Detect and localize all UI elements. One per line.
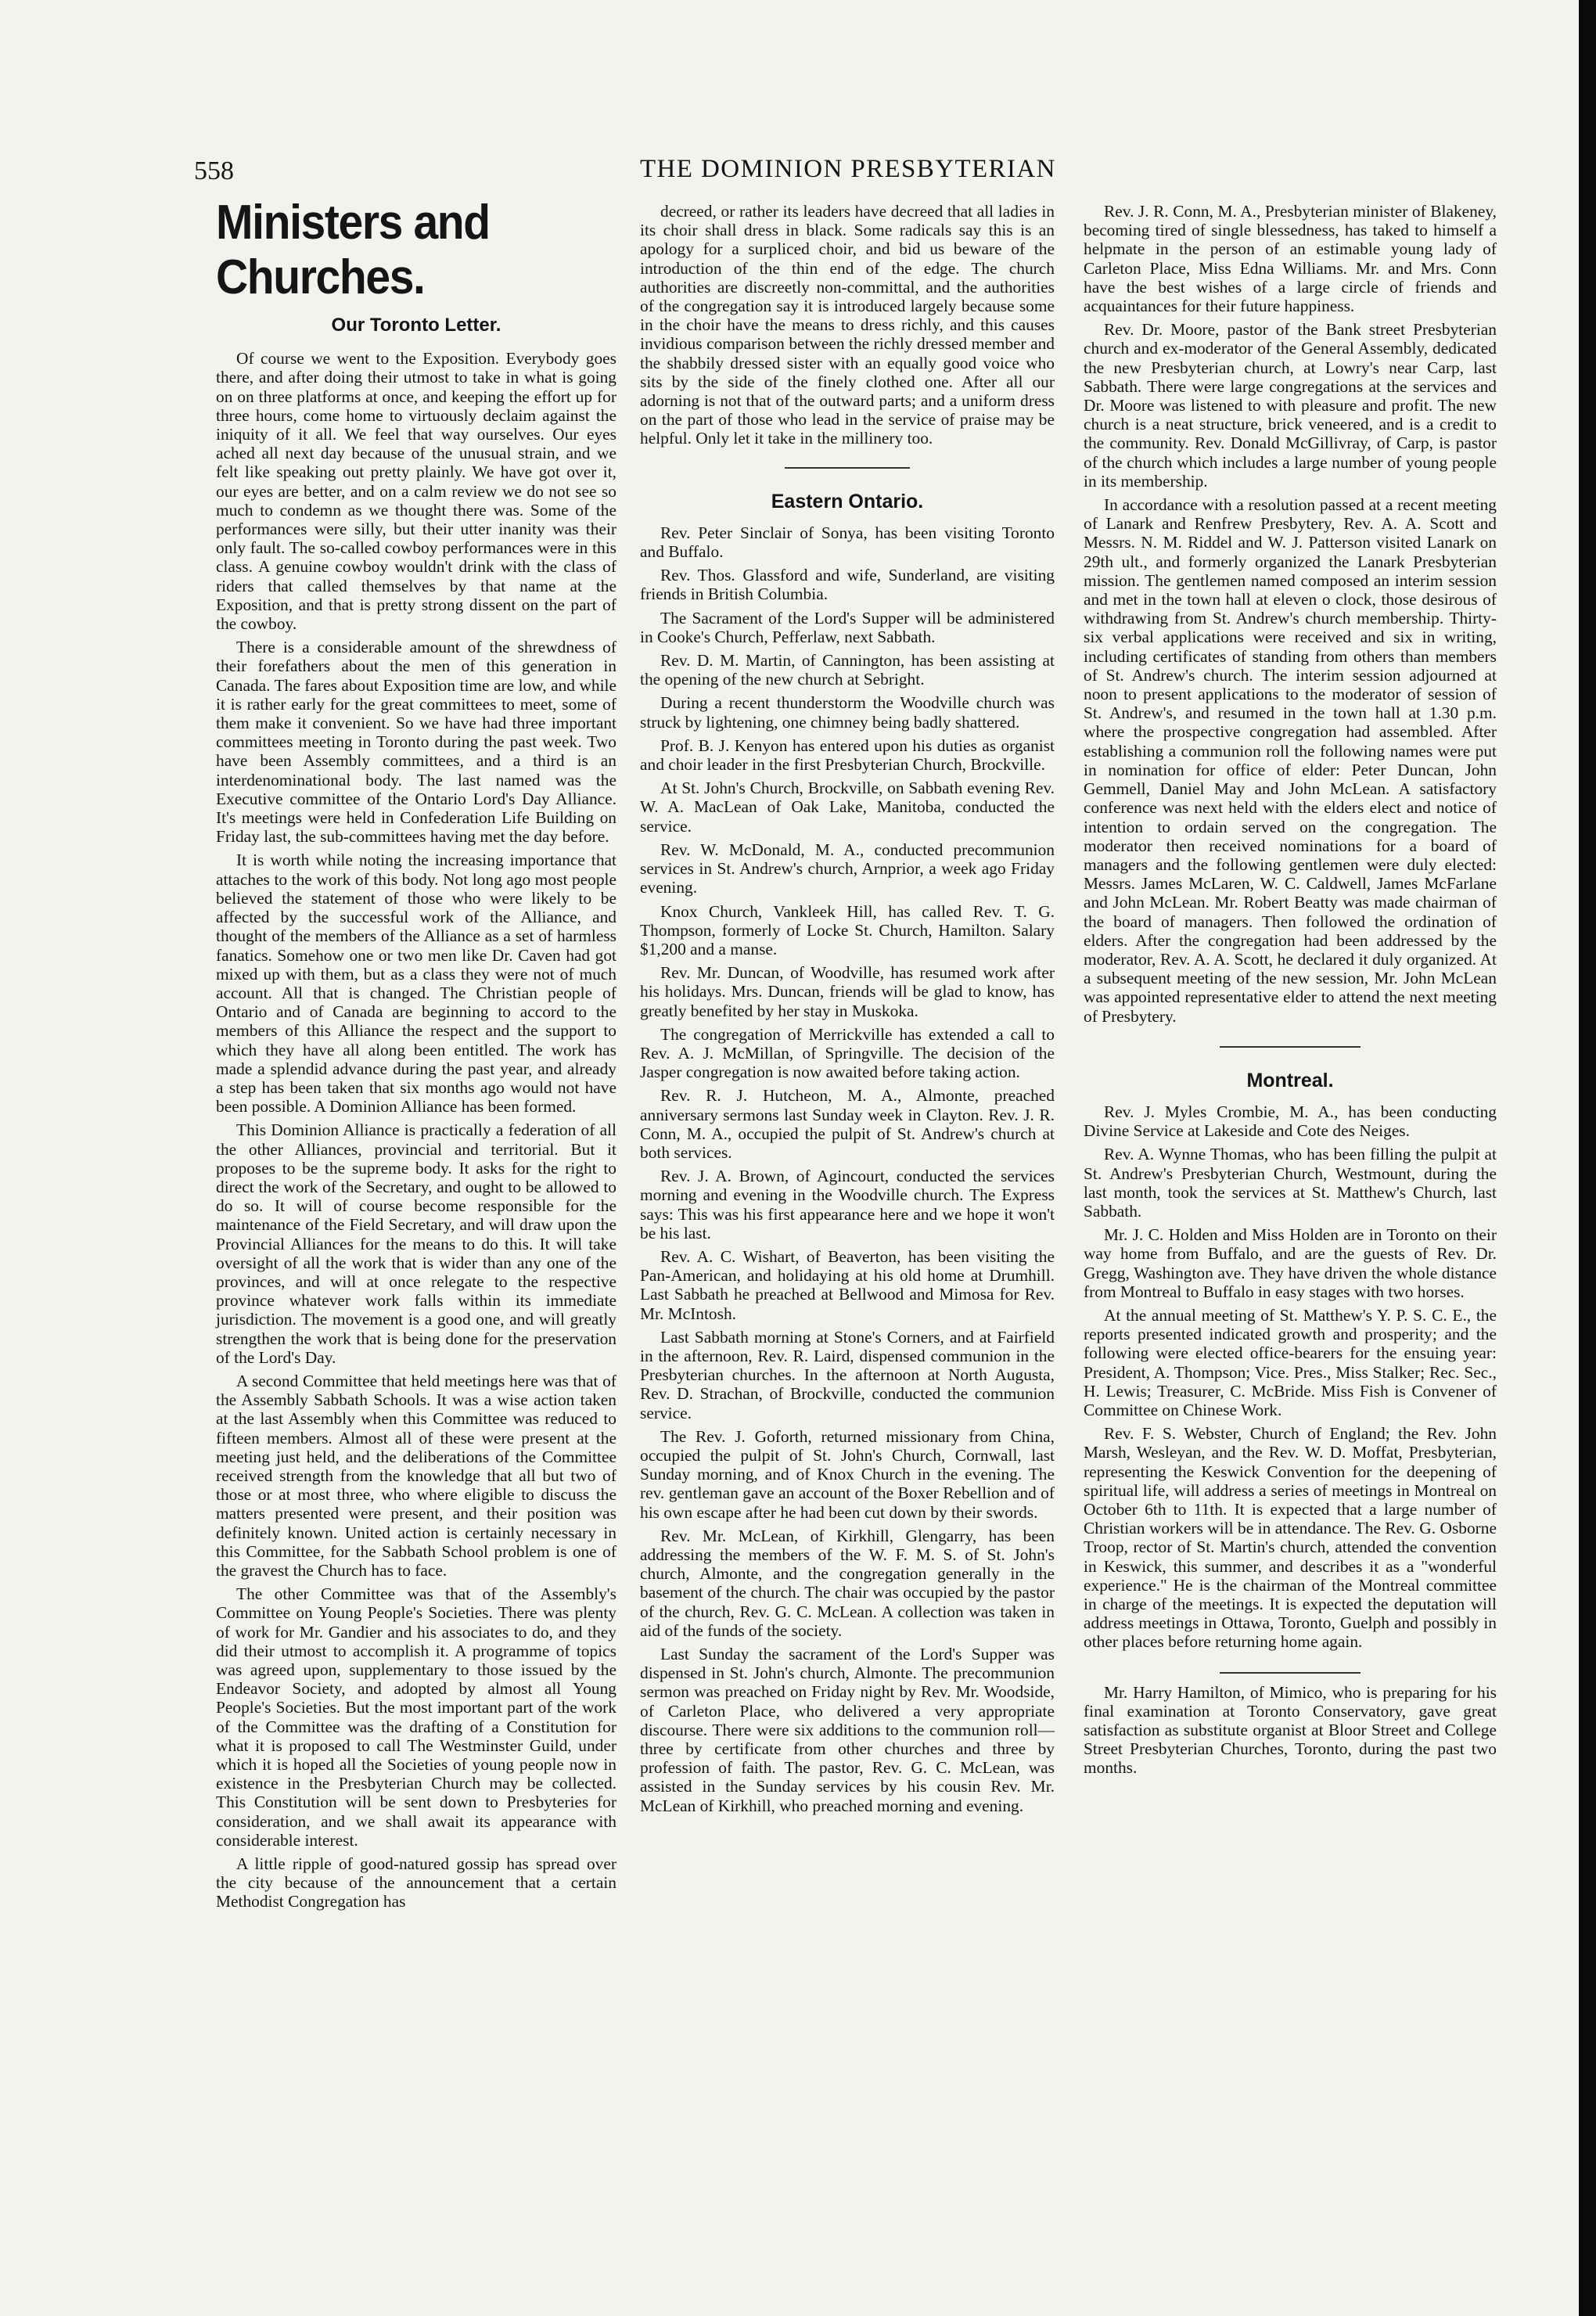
paragraph: It is worth while noting the increasing importance that attaches to the work of this body. Not long ago most people believed the statement of those who were likely to be affected by the successful work of the Alliance, and thought of the members of the Alliance as a set of harmless fanatics. Somehow one or two men like Dr. Caven had got mixed up with them, but as a class they were not of much account. All that is changed. The Christian people of Ontario and of Canada are beginning to accord to the members of this Alliance the respect and the support to which they have all along been entitled. The work has made a splendid advance during the past year, and already a step has been taken that six months ago would not have been possible. A Dominion Alliance has been formed. bbox=[216, 851, 616, 1117]
paragraph: This Dominion Alliance is practically a federation of all the other Alliances, provincial and territorial. But it proposes to be the supreme body. It asks for the right to direct the work of the Secretary, and ought to be allowed to do so. It will of course become responsible for the maintenance of the Field Secretary, and will draw upon the Provincial Alliances for the means to do this. It will take oversight of all the work that is wider than any one of the provinces, and will at once relegate to the respective province whatever work falls within its immediate jurisdiction. The movement is a good one, and will greatly strengthen the work that is being done for the preservation of the Lord's Day. bbox=[216, 1120, 616, 1367]
column-2 bbox=[640, 202, 1055, 1820]
paragraph: decreed, or rather its leaders have decreed that all ladies in its choir shall dress in black. Some radicals say this is an apology for a surpliced choir, and bid us beware of the introduction of the thin end of the edge. The church authorities are discreetly non-committal, and the authorities of the congregation say it is introduced largely because some in the choir have the means to dress richly, and this causes invidious comparison between the richly dressed member and the shabbily dressed sister with an equally good voice who sits by the side of the finely clothed one. After all our adorning is not that of the outward parts; and a uniform dress on the part of those who lead in the service of praise may be helpful. Only let it take in the millinery too. bbox=[640, 202, 1055, 448]
eastern-ontario-heading: Eastern Ontario. bbox=[771, 490, 924, 512]
paragraph: A little ripple of good-natured gossip has spread over the city because of the announcement that a certain Methodist Congregation has bbox=[216, 1854, 616, 1911]
paragraph: Rev. F. S. Webster, Church of England; the Rev. John Marsh, Wesleyan, and the Rev. W. D. Moffat, Presbyterian, representing the Keswick Convention for the deepening of spiritual life, will address a series of meetings in Montreal on October 6th to 11th. It is expected that a large number of Christian workers will be in attendance. The Rev. G. Osborne Troop, rector of St. Martin's church, attended the convention in Keswick, this summer, and describes it as a "wonderful experience." He is the chairman of the Montreal committee in charge of the meetings. It is expected the deputation will address meetings in Ottawa, Toronto, Guelph and possibly in other places before returning home again. bbox=[1084, 1424, 1497, 1652]
paragraph: Of course we went to the Exposition. Everybody goes there, and after doing their utmost to take in what is going on on three platforms at once, and keeping the effort up for three hours, come home to virtuously declaim against the iniquity of it all. We feel that way ourselves. Our eyes ached all next day because of the unusual strain, and we felt like speaking out pretty plainly. We have got over it, our eyes are better, and on a calm review we do not see so much to condemn as we thought there was. Some of the performances were silly, but their utter inanity was their only fault. The so-called cowboy performances were in this class. A genuine cowboy wouldn't drink with the class of riders that called themselves by that name at the Exposition, and that is pretty strong dissent on the part of the cowboy. bbox=[216, 349, 616, 634]
section-divider bbox=[1220, 1046, 1361, 1048]
toronto-letter-heading: Our Toronto Letter. bbox=[331, 315, 501, 336]
paragraph: Rev. Mr. Duncan, of Woodville, has resumed work after his holidays. Mrs. Duncan, friends will be glad to know, has greatly benefited by her stay in Muskoka. bbox=[640, 963, 1055, 1020]
eastern-ontario-items bbox=[640, 523, 1055, 1815]
paragraph: Rev. Dr. Moore, pastor of the Bank street Presbyterian church and ex-moderator of the General Assembly, dedicated the new Presbyterian church, at Lowry's near Carp, last Sabbath. There were large congregations at the services and Dr. Moore was listened to with pleasure and profit. The new church is a neat structure, brick veneered, and is a credit to the community. Rev. Donald McGillivray, of Carp, is pastor of the church which includes a large number of young people in its membership. bbox=[1084, 320, 1497, 491]
montreal-items bbox=[1084, 1102, 1497, 1652]
paragraph: At the annual meeting of St. Matthew's Y. P. S. C. E., the reports presented indicated growth and prosperity; and the following were elected office-bearers for the ensuing year: President, A. Thompson; Vice. Pres., Miss Stalker; Rec. Sec., H. Lewis; Treasurer, C. McBride. Miss Fish is Convener of Committee on Chinese Work. bbox=[1084, 1305, 1497, 1419]
paragraph: The Rev. J. Goforth, returned missionary from China, occupied the pulpit of St. John's Church, Cornwall, last Sunday morning, and of Knox Church in the evening. The rev. gentleman gave an account of the Boxer Rebellion and of his own escape after he had been cut down by their swords. bbox=[640, 1426, 1055, 1522]
closing-item bbox=[1084, 1683, 1497, 1778]
paragraph: Last Sunday the sacrament of the Lord's Supper was dispensed in St. John's church, Almonte. The precommunion sermon was preached on Friday night by Rev. Mr. Woodside, of Carleton Place, who delivered a very appropriate discourse. There were six additions to the communion roll—three by certificate from other churches and three by profession of faith. The pastor, Rev. G. C. McLean, was assisted in the Sunday services by his cousin Rev. Mr. McLean of Kirkhill, who preached morning and evening. bbox=[640, 1645, 1055, 1815]
paragraph: Rev. J. Myles Crombie, M. A., has been conducting Divine Service at Lakeside and Cote des Neiges. bbox=[1084, 1102, 1497, 1141]
scan-border bbox=[1579, 0, 1596, 2316]
toronto-letter-continued bbox=[640, 202, 1055, 448]
paragraph: Knox Church, Vankleek Hill, has called Rev. T. G. Thompson, formerly of Locke St. Church, Hamilton. Salary $1,200 and a manse. bbox=[640, 901, 1055, 958]
column-3 bbox=[1084, 202, 1497, 1782]
paragraph: The congregation of Merrickville has extended a call to Rev. A. J. McMillan, of Springville. The decision of the Jasper congregation is now awaited before taking action. bbox=[640, 1024, 1055, 1082]
paragraph: Rev. Thos. Glassford and wife, Sunderland, are visiting friends in British Columbia. bbox=[640, 566, 1055, 604]
toronto-letter-body bbox=[216, 349, 616, 1911]
paragraph: Rev. J. R. Conn, M. A., Presbyterian minister of Blakeney, becoming tired of single blessedness, has taked to himself a helpmate in the person of an estimable young lady of Carleton Place, Miss Edna Williams. Mr. and Mrs. Conn have the best wishes of a large circle of friends and acquaintances for their future happiness. bbox=[1084, 202, 1497, 316]
paragraph: Last Sabbath morning at Stone's Corners, and at Fairfield in the afternoon, Rev. R. Laird, dispensed communion in the Presbyterian churches. In the afternoon at North Augusta, Rev. D. Strachan, of Brockville, conducted the communion service. bbox=[640, 1327, 1055, 1422]
paragraph: A second Committee that held meetings here was that of the Assembly Sabbath Schools. It was a wise action taken at the last Assembly when this Committee was reduced to fifteen members. Almost all of these were present at the meeting just held, and the deliberations of the Committee received strength from the knowledge that all but two of those or at most three, who where eligible to discuss the matters presented were present, and their position was definitely known. United action is certainly necessary in this Committee, for the Sabbath School problem is one of the gravest the Church has to face. bbox=[216, 1371, 616, 1580]
section-divider bbox=[1220, 1672, 1361, 1674]
paragraph: During a recent thunderstorm the Woodville church was struck by lightening, one chimney being badly shattered. bbox=[640, 693, 1055, 732]
paragraph: Rev. J. A. Brown, of Agincourt, conducted the services morning and evening in the Woodville church. The Express says: This was his first appearance here and we hope it won't be his last. bbox=[640, 1167, 1055, 1243]
paragraph: Rev. D. M. Martin, of Cannington, has been assisting at the opening of the new church at Sebright. bbox=[640, 651, 1055, 689]
montreal-heading: Montreal. bbox=[1246, 1069, 1334, 1091]
paragraph: There is a considerable amount of the shrewdness of their forefathers about the men of this generation in Canada. The fares about Exposition time are low, and while it is rather early for the great committees to meet, some of them make it convenient. So we have had three important committees meeting in Toronto during the past week. Two have been Assembly committees, and a third is an interdenominational body. The last named was the Executive committee of the Ontario Lord's Day Alliance. It's meetings were held in Confederation Life Building on Friday last, the sub-committees having met the day before. bbox=[216, 638, 616, 847]
column-1 bbox=[216, 196, 616, 1916]
paragraph: Mr. Harry Hamilton, of Mimico, who is preparing for his final examination at Toronto Conservatory, gave great satisfaction as substitute organist at Bloor Street and College Street Presbyterian Churches, Toronto, during the past two months. bbox=[1084, 1682, 1497, 1778]
paragraph: Rev. A. Wynne Thomas, who has been filling the pulpit at St. Andrew's Presbyterian Church, Westmount, during the last month, took the services at St. Matthew's Church, last Sabbath. bbox=[1084, 1145, 1497, 1221]
eastern-ontario-continued bbox=[1084, 202, 1497, 1026]
page-number: 558 bbox=[194, 156, 234, 185]
paragraph: Rev. A. C. Wishart, of Beaverton, has been visiting the Pan-American, and holidaying at his old home at Drumhill. Last Sabbath he preached at Bellwood and Mimosa for Rev. Mr. McIntosh. bbox=[640, 1246, 1055, 1323]
paragraph: At St. John's Church, Brockville, on Sabbath evening Rev. W. A. MacLean of Oak Lake, Manitoba, conducted the service. bbox=[640, 779, 1055, 836]
paragraph: Rev. R. J. Hutcheon, M. A., Almonte, preached anniversary sermons last Sunday week in Clayton. Rev. J. R. Conn, M. A., occupied the pulpit of St. Andrew's church at both services. bbox=[640, 1086, 1055, 1162]
paragraph: In accordance with a resolution passed at a recent meeting of Lanark and Renfrew Presbytery, Rev. A. A. Scott and Messrs. N. M. Riddel and W. J. Patterson visited Lanark on 29th ult., and formerly organized the Lanark Presbyterian mission. The gentlemen named composed an interim session and met in the town hall at eleven o clock, those desirous of withdrawing from St. Andrew's church membership. Thirty-six verbal applications were received and six in writing, including certificates of standing from others than members of St. Andrew's church. The interim session adjourned at noon to present applications to the moderator of session of St. Andrew's, and resumed in the town hall at 1.30 p.m. where the prospective congregation had assembled. After establishing a communion roll the following names were put in nomination for office of elder: Peter Duncan, John Gemmell, Daniel May and John McLean. A satisfactory conference was next held with the elders elect and notice of intention to ordain served on the congregation. The moderator then received nominations for a board of managers and the following gentlemen were duly elected: Messrs. James McLaren, W. C. Caldwell, James McFarlane and John McLean. Mr. Robert Beatty was made chairman of the board of managers. Then followed the ordination of elders. After the congregation had been addressed by the moderator, Rev. A. A. Scott, he declared it duly organized. At a subsequent meeting of the new session, Mr. John McLean was appointed representative elder to attend the next meeting of Presbytery. bbox=[1084, 495, 1497, 1026]
running-head: THE DOMINION PRESBYTERIAN bbox=[640, 155, 1056, 183]
paragraph: Rev. W. McDonald, M. A., conducted precommunion services in St. Andrew's church, Arnprior, a week ago Friday evening. bbox=[640, 840, 1055, 897]
paragraph: Mr. J. C. Holden and Miss Holden are in Toronto on their way home from Buffalo, and are the guests of Rev. Dr. Gregg, Washington ave. They have driven the whole distance from Montreal to Buffalo in easy stages with two horses. bbox=[1084, 1225, 1497, 1301]
section-divider bbox=[785, 467, 910, 469]
paragraph: The Sacrament of the Lord's Supper will be administered in Cooke's Church, Pefferlaw, next Sabbath. bbox=[640, 608, 1055, 646]
paragraph: Rev. Mr. McLean, of Kirkhill, Glengarry, has been addressing the members of the W. F. M. S. of St. John's church, Almonte, and the congregation generally in the basement of the church. The chair was occupied by the pastor of the church, Rev. G. C. McLean. A collection was taken in aid of the funds of the society. bbox=[640, 1526, 1055, 1640]
page-title: Ministers and Churches. bbox=[216, 196, 490, 304]
paragraph: Prof. B. J. Kenyon has entered upon his duties as organist and choir leader in the first Presbyterian Church, Brockville. bbox=[640, 735, 1055, 775]
paragraph: The other Committee was that of the Assembly's Committee on Young People's Societies. There was plenty of work for Mr. Gandier and his associates to do, and they did their utmost to accomplish it. A programme of topics was agreed upon, supplementary to those issued by the Endeavor Society, and adopted by almost all Young People's Societies. But the most important part of the work of the Committee was the drafting of a Constitution for what it is proposed to call The Westminster Guild, under which it is hoped all the Societies of young people now in existence in the Presbyterian Church may be collected. This Constitution will be sent down to Presbyteries for consideration, and we shall await its appearance with considerable interest. bbox=[216, 1584, 616, 1850]
paragraph: Rev. Peter Sinclair of Sonya, has been visiting Toronto and Buffalo. bbox=[640, 523, 1055, 562]
